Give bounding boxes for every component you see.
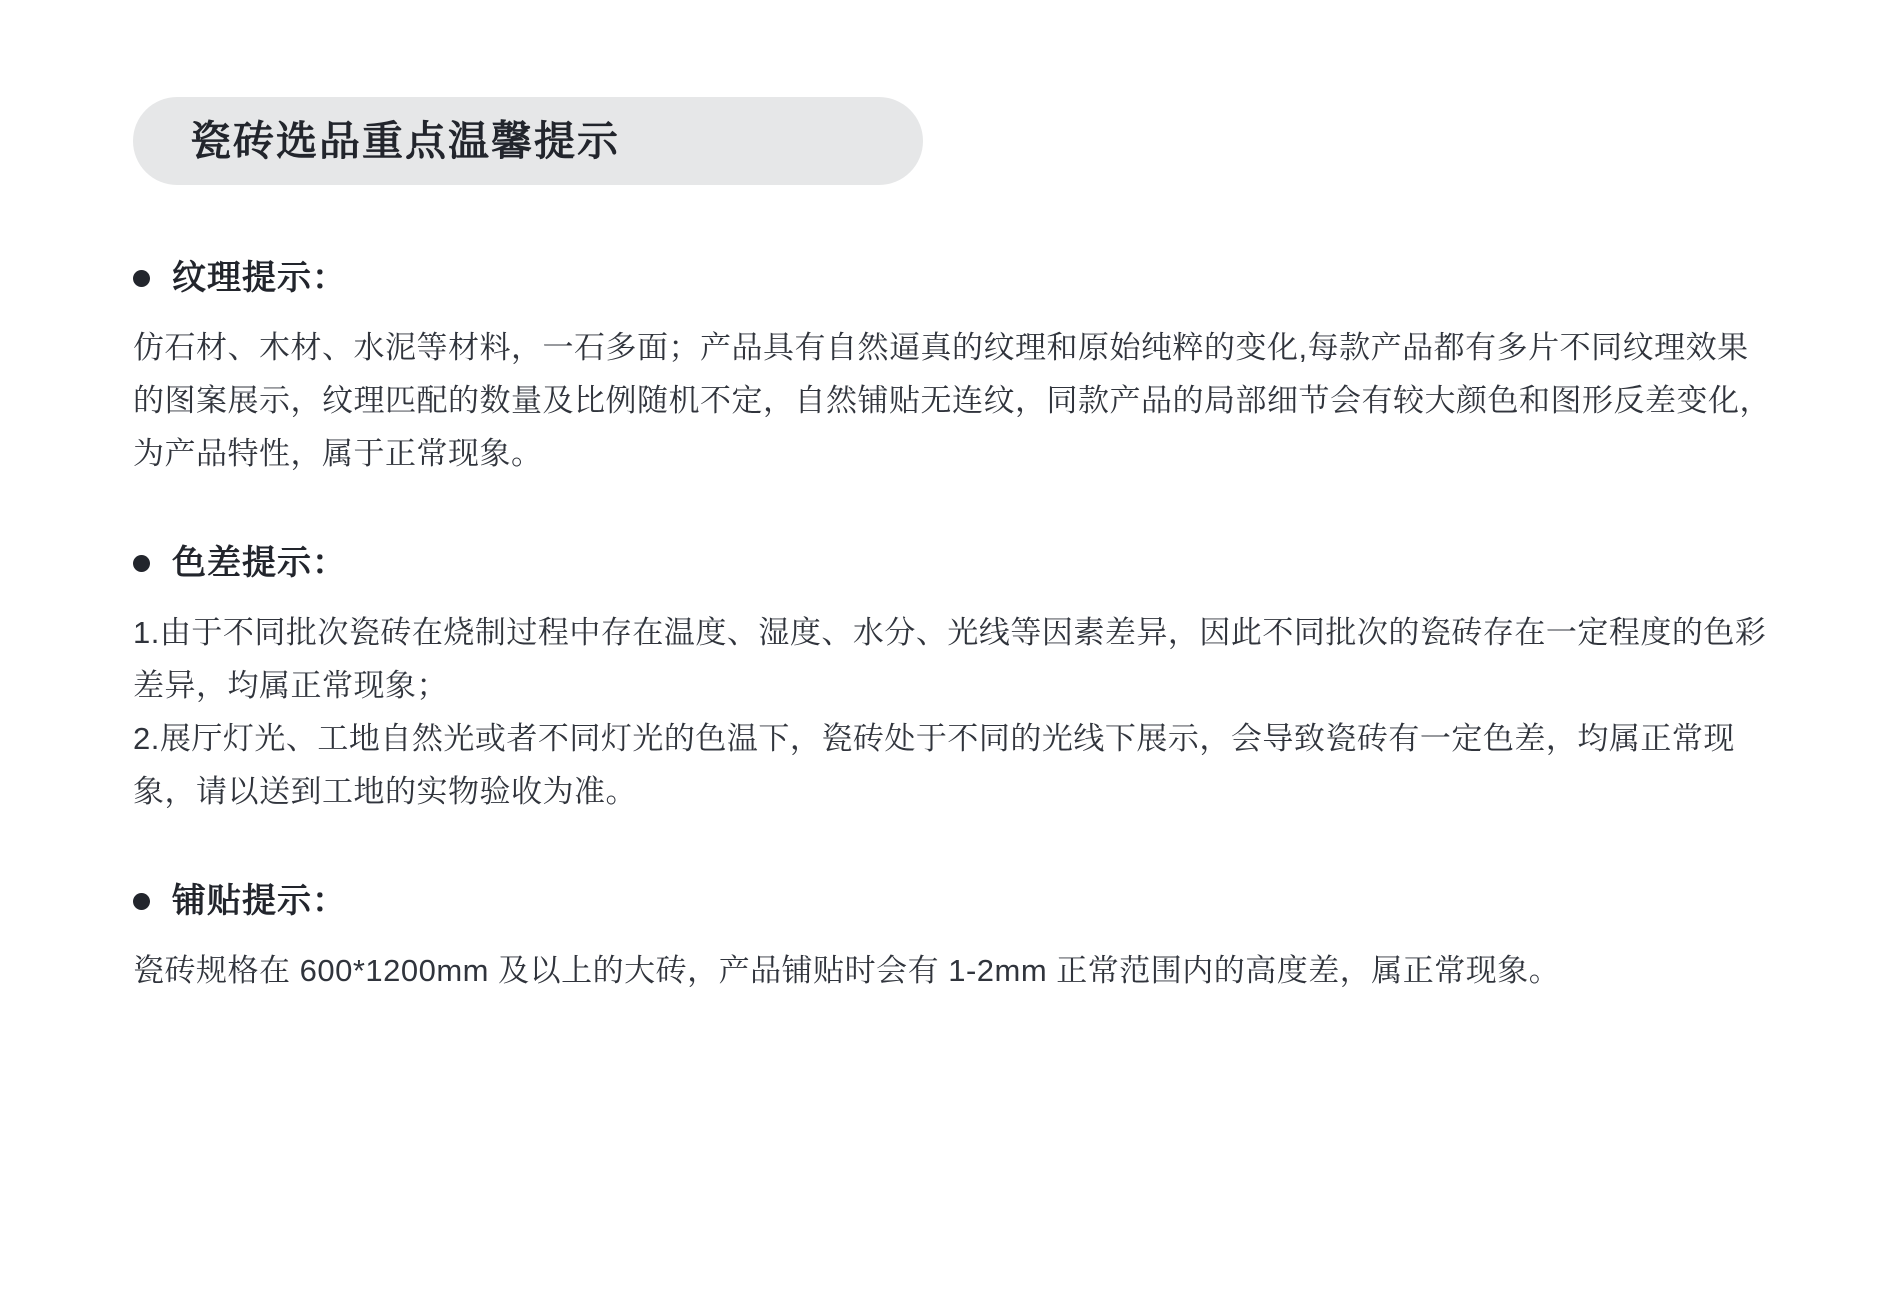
section-header <box>133 881 1773 922</box>
notice-sections <box>133 258 1773 997</box>
section-color-difference <box>133 543 1773 819</box>
bullet-dot-icon <box>133 270 150 287</box>
section-title: 色差提示： <box>172 543 347 582</box>
bullet-dot-icon <box>133 555 150 572</box>
section-body <box>133 606 1773 819</box>
section-paragraph: 瓷砖规格在 600*1200mm 及以上的大砖，产品铺贴时会有 1-2mm 正常范围内的高度差，属正常现象。 <box>133 952 1561 988</box>
section-paragraph: 仿石材、木材、水泥等材料，一石多面；产品具有自然逼真的纹理和原始纯粹的变化,每款产品都有多片不同纹理效果的图案展示，纹理匹配的数量及比例随机不定，自然铺贴无连纹，同款产品的局部细节会有较大颜色和图形反差变化，为产品特性，属于正常现象。 <box>133 329 1771 472</box>
section-title: 纹理提示： <box>172 259 347 297</box>
section-title: 铺贴提示： <box>172 881 347 920</box>
page-title: 瓷砖选品重点温馨提示 <box>190 117 620 164</box>
section-body <box>133 321 1773 481</box>
section-header <box>133 543 1773 584</box>
section-installation <box>133 881 1773 997</box>
section-header <box>133 258 1773 299</box>
section-body <box>133 944 1773 997</box>
section-texture <box>133 258 1773 481</box>
section-paragraph: 2.展厅灯光、工地自然光或者不同灯光的色温下，瓷砖处于不同的光线下展示，会导致瓷砖有一定色差，均属正常现象，请以送到工地的实物验收为准。 <box>133 721 1735 810</box>
section-paragraph: 1.由于不同批次瓷砖在烧制过程中存在温度、湿度、水分、光线等因素差异，因此不同批次的瓷砖存在一定程度的色彩差异，均属正常现象； <box>133 614 1767 703</box>
bullet-dot-icon <box>133 893 150 910</box>
page-title-pill <box>133 97 923 185</box>
